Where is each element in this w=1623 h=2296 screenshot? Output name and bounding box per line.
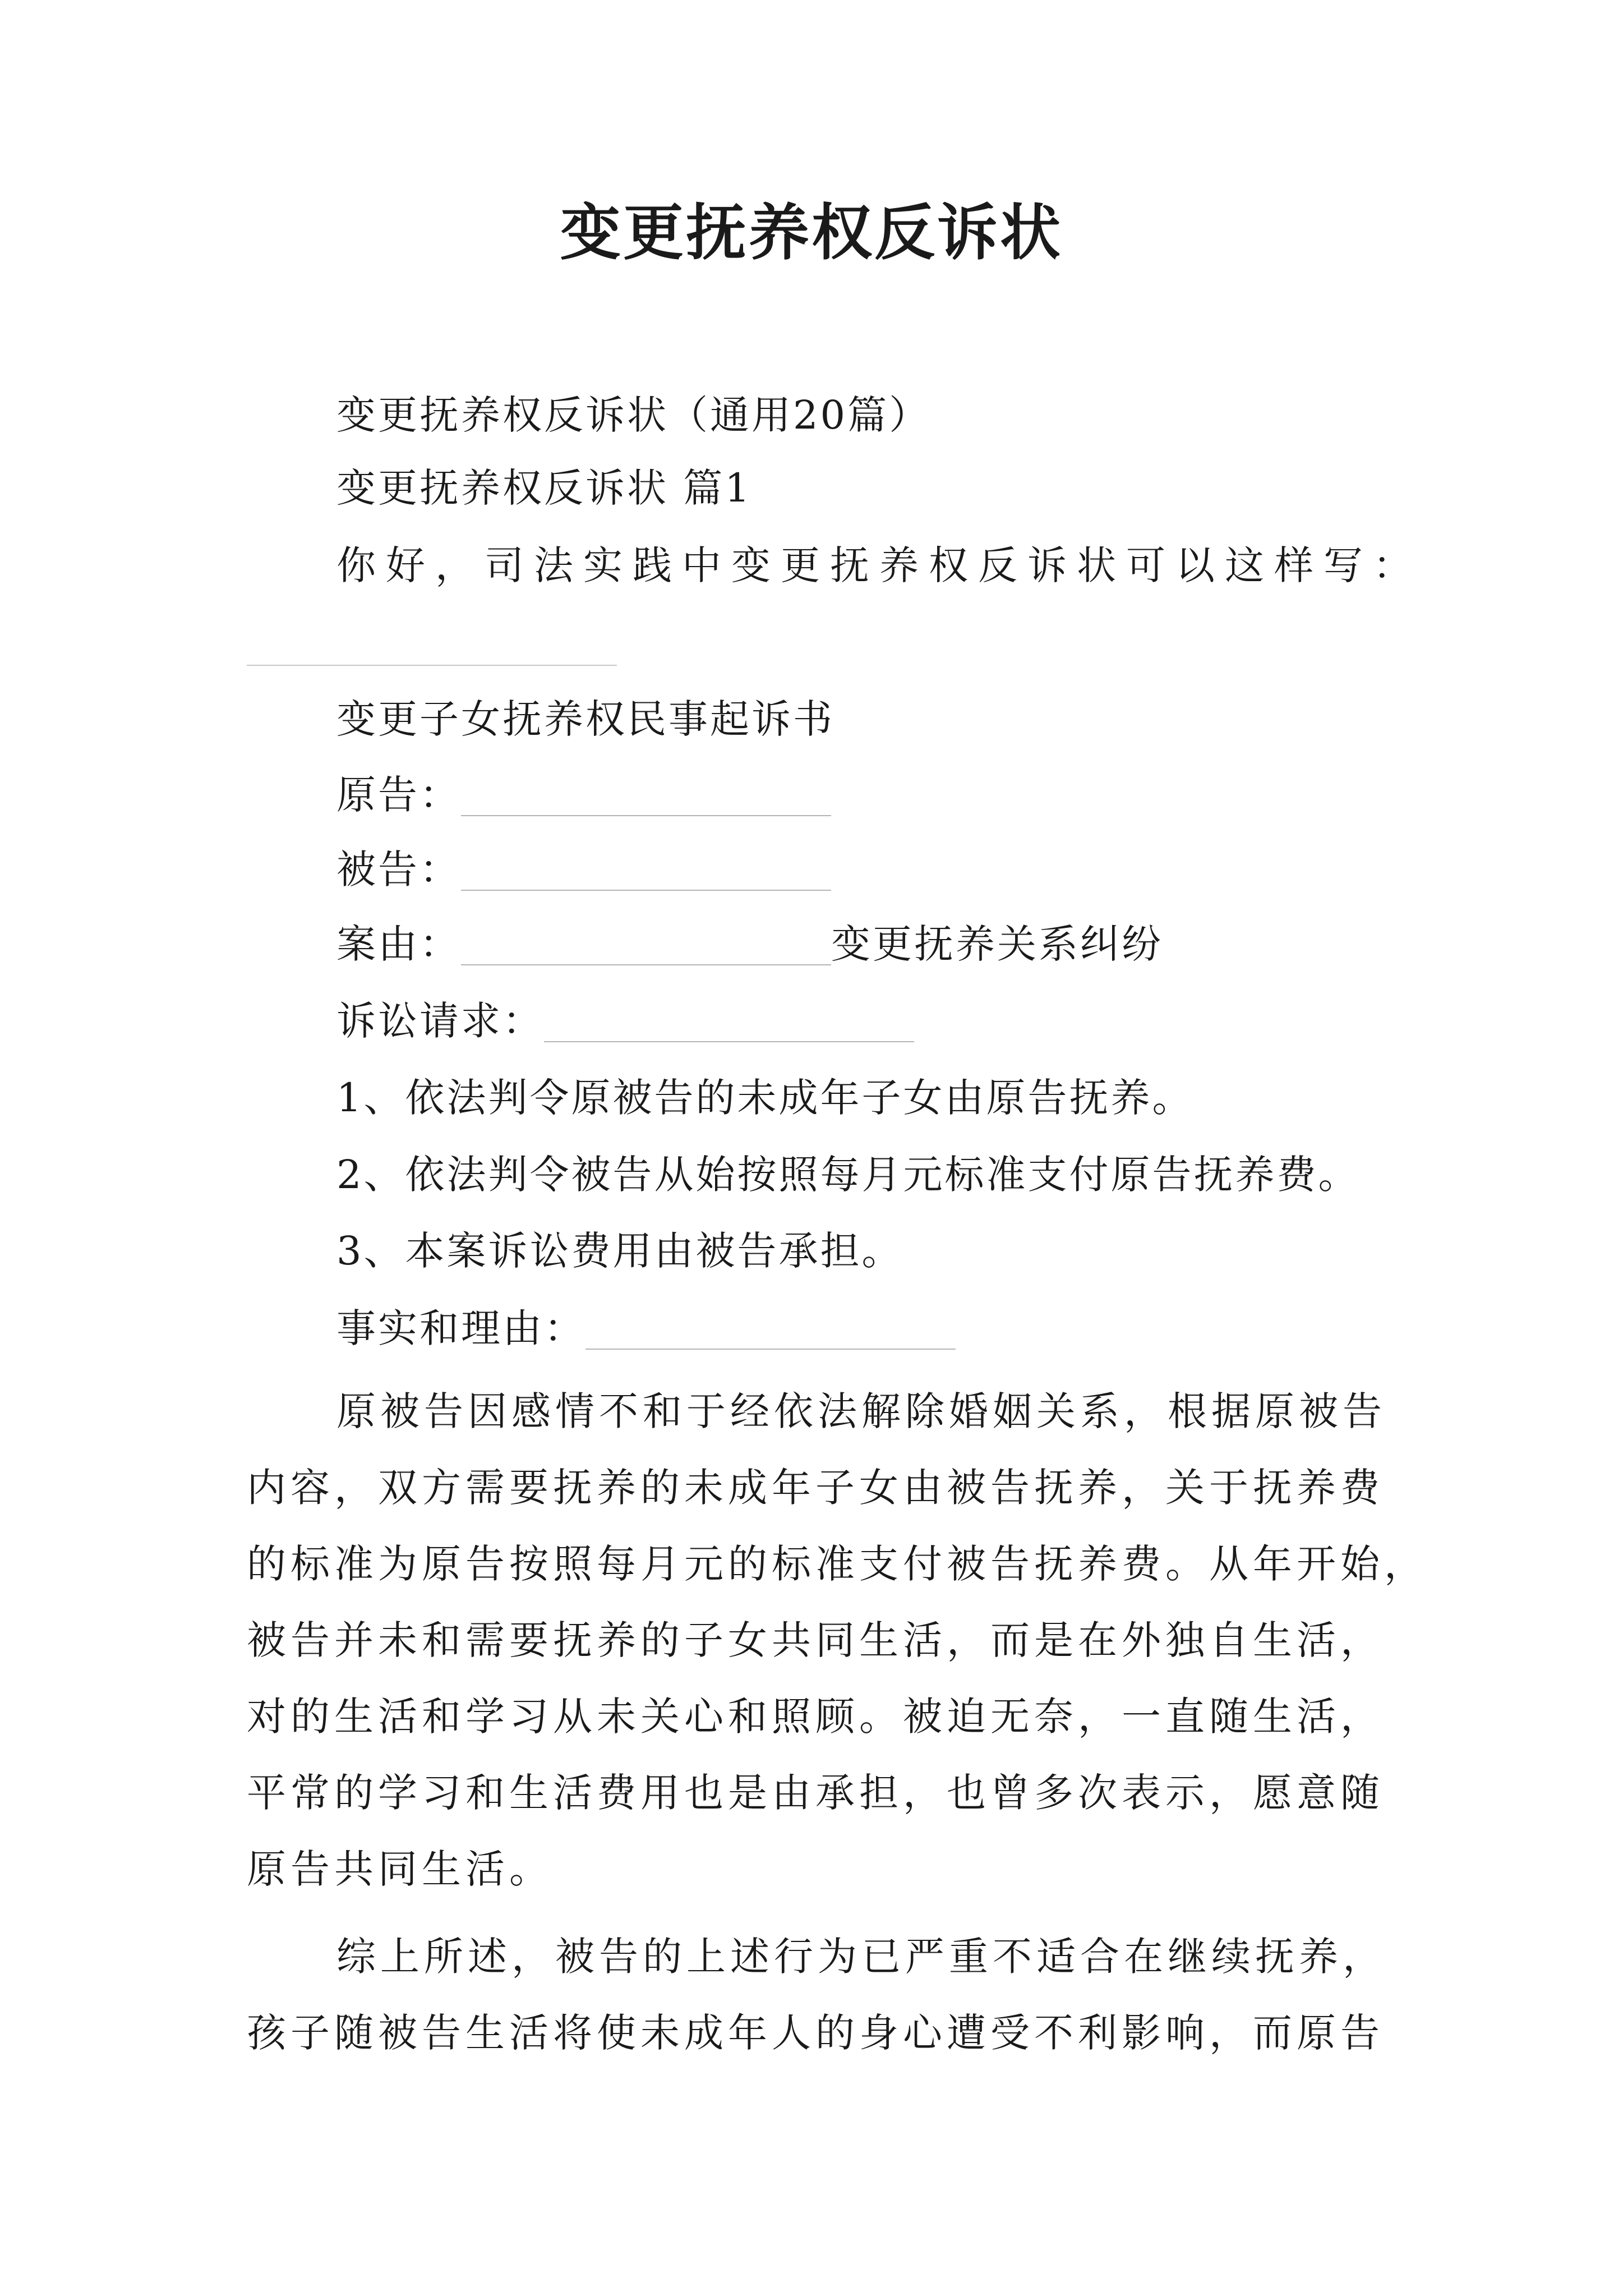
claims-label: 诉讼请求：: [336, 998, 544, 1044]
article-heading: 变更抚养权反诉状 篇1: [336, 465, 752, 511]
claim-item: 3、本案诉讼费用由被告承担。: [336, 1228, 903, 1274]
claims-blank: [544, 1002, 914, 1042]
paragraph-line: 原告共同生活。: [247, 1846, 553, 1892]
paragraph-line: 的标准为原告按照每月元的标准支付被告抚养费。从年开始，: [247, 1541, 1428, 1587]
paragraph-line: 平常的学习和生活费用也是由承担，也曾多次表示，愿意随: [247, 1770, 1384, 1816]
page-title: 变更抚养权反诉状: [560, 197, 1063, 268]
greeting-text: 你好，司法实践中变更抚养权反诉状可以这样写：: [336, 542, 1422, 588]
claims-row: [336, 993, 914, 1049]
cause-value: 变更抚养关系纠纷: [831, 921, 1163, 967]
paragraph-line: 综上所述，被告的上述行为已严重不适合在继续抚养，: [336, 1934, 1386, 1980]
paragraph-line: 孩子随被告生活将使未成年人的身心遭受不利影响，而原告: [247, 2010, 1384, 2056]
facts-label: 事实和理由：: [336, 1305, 585, 1351]
paragraph-line: 被告并未和需要抚养的子女共同生活，而是在外独自生活，: [247, 1617, 1384, 1663]
paragraph-line: 对的生活和学习从未关心和照顾。被迫无奈，一直随生活，: [247, 1694, 1384, 1740]
claim-item: 2、依法判令被告从始按照每月元标准支付原告抚养费。: [336, 1152, 1360, 1198]
facts-paragraph: [247, 1373, 1428, 1907]
summary-paragraph: [247, 1918, 1391, 2071]
plaintiff-blank: [461, 776, 831, 816]
plaintiff-row: [336, 767, 831, 823]
cause-label: 案由：: [336, 921, 461, 967]
cause-blank: [461, 925, 831, 965]
cause-row: [336, 916, 1163, 972]
facts-row: [336, 1300, 956, 1356]
document-title: 变更子女抚养权民事起诉书: [336, 696, 834, 742]
paragraph-line: 原被告因感情不和于经依法解除婚姻关系，根据原被告: [336, 1388, 1386, 1434]
subtitle: 变更抚养权反诉状（通用20篇）: [336, 392, 931, 438]
facts-blank: [585, 1309, 956, 1350]
defendant-row: [336, 841, 831, 898]
claim-item: 1、依法判令原被告的未成年子女由原告抚养。: [336, 1075, 1194, 1121]
defendant-blank: [461, 850, 831, 891]
separator-line: [247, 665, 617, 666]
plaintiff-label: 原告：: [336, 772, 461, 818]
defendant-label: 被告：: [336, 846, 461, 892]
paragraph-line: 内容，双方需要抚养的未成年子女由被告抚养，关于抚养费: [247, 1465, 1384, 1511]
